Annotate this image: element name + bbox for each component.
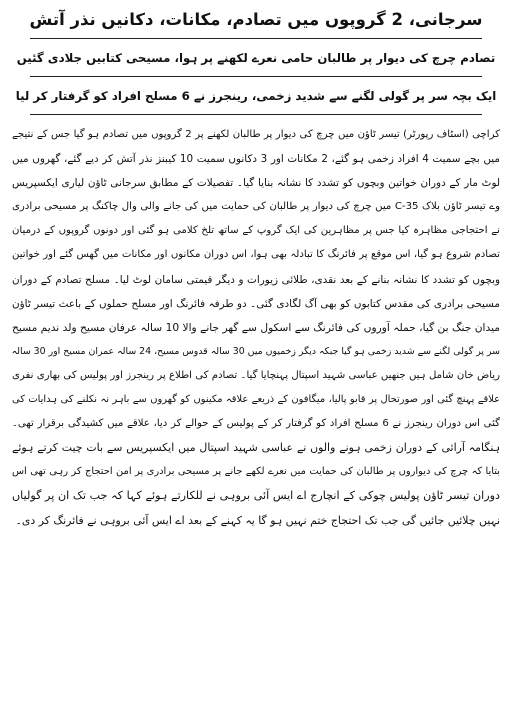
headline-divider [30,38,482,39]
article-line: بتایا کہ چرچ کی دیواروں پر طالبان کی حمایت میں نعرے لکھے جانے پر مسیحی برادری پر امن احتجاج کر رہی تھی اس [12,466,500,478]
article-line: لوٹ مار کے دوران خواتین وبچوں کو تشدد کا نشانہ بنایا گیا۔ تفصیلات کے مطابق سرجانی ٹاؤن لیاری ایکسپریس [12,177,500,190]
headline-sub: تصادم چرچ کی دیوار پر طالبان حامی نعرے لکھنے پر ہوا، مسیحی کتابیں جلادی گئیں [16,51,496,65]
article-line: نے احتجاجی مظاہرہ کیا جس پر مظاہرین کی ایک گروپ کے ساتھ تلخ کلامی ہو گئی اور دونوں گروپوں کے درمیان [12,225,500,237]
article-line: ریاض خان شامل ہیں جنھیں عباسی شہید اسپتال پہنچایا گیا۔ تصادم کی اطلاع پر رینجرز اور پولیس کی بھاری نفری [12,369,500,381]
article-line: ہنگامہ آرائی کے دوران زخمی ہونے والوں نے عباسی شہید اسپتال میں ایکسپریس سے بات چیت کرتے ہوئے [12,441,500,455]
headline-sub: ایک بچہ سر پر گولی لگنے سے شدید زخمی، رینجرز نے 6 مسلح افراد کو گرفتار کر لیا [15,89,497,103]
headline-divider [30,76,482,77]
article-line: میں بچے سمیت 4 افراد زخمی ہو گئے، 2 مکانات اور 3 دکانوں سمیت 10 کیبنز نذر آتش کر دیے گئے، گھروں میں [12,153,500,166]
article-line: دوران تیسر ٹاؤن پولیس چوکی کے انچارج اے ایس آئی بروہی نے للکارتے ہوئے کہا کہ جب تک ان پر گولیاں [12,489,500,503]
article-line: وے تیسر ٹاؤن بلاک C-35 میں چرچ کی دیوار پر طالبان کی حمایت میں کی جانے والی وال چاکنگ پر مسیحی برادری [12,201,500,213]
article-line: کراچی (اسٹاف رپورٹر) تیسر ٹاؤن میں چرچ کی دیوار پر طالبان لکھنے پر 2 گروپوں میں تصادم ہو گیا جس کے نتیجے [12,129,500,140]
article-line: وبچوں کو تشدد کا نشانہ بنانے کے بعد نقدی، طلائی زیورات و دیگر قیمتی سامان لوٹ لیا۔ مسلح تصادم کے دوران [12,273,500,286]
article-body [12,123,500,533]
article-line: تصادم شروع ہو گیا، اس موقع پر فائرنگ کا تبادلہ بھی ہوا، اس دوران مکانوں اور مکانات میں گھس گئے اور خواتین [12,249,500,261]
article-line: گئی اس دوران رینجرز نے 6 مسلح افراد کو گرفتار کر کے پولیس کے حوالے کر دیا، علاقے میں کشیدگی برقرار تھی۔ [12,418,500,430]
article-line: میدان جنگ بن گیا، حملہ آوروں کی فائرنگ سے اسکول سے گھر جانے والا 10 سالہ عرفان مسیح ولد ندیم مسیح [12,320,500,334]
article-line: علاقے پہنچ گئی اور صورتحال پر قابو پالیا، میگافون کے ذریعے علاقہ مکینوں کو گھروں سے باہر نہ نکلنے کی ہدایات کی [12,394,500,406]
article-line: نہیں چلائیں جائیں گی جب تک احتجاج ختم نہیں ہو گا یہ کہنے کے بعد اے ایس آئی بروہی نے فائرنگ کر دی۔ [15,513,500,527]
headline-main: سرجانی، 2 گروپوں میں تصادم، مکانات، دکانیں نذر آتش [29,10,483,29]
headline-block [12,6,500,115]
headline-divider [30,114,482,115]
article-line: سر پر گولی لگنے سے شدید زخمی ہو گیا جبکہ دیگر زخمیوں میں 30 سالہ قدوس مسیح، 24 سالہ عمران مسیح اور 30 سالہ [12,345,500,357]
article-line: مسیحی برادری کی مقدس کتابوں کو بھی آگ لگادی گئی۔ دو طرفہ فائرنگ اور مسلح حملوں کے باعث تیسر ٹاؤن [12,297,500,310]
